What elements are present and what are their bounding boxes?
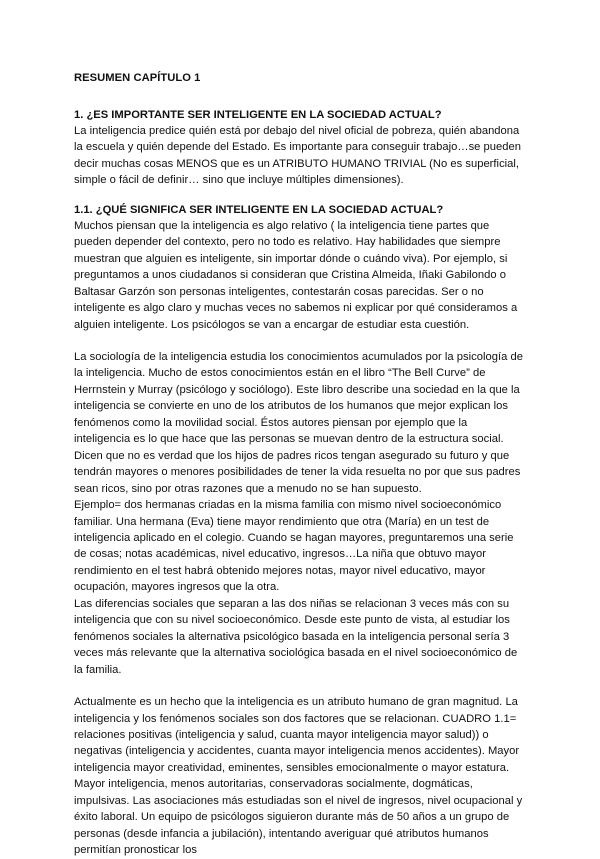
section-1-paragraph: La inteligencia predice quién está por debajo del nivel oficial de pobreza, quién abandona la escuela y quién depende del Estado. Es importante para conseguir trabajo…se pueden decir muchas cosas MENOS que es un ATRIBUTO HUMANO TRIVIAL (No es superficial, simple o fácil de definir… sino que incluye múltiples dimensiones). xyxy=(74,125,522,187)
social-differences-paragraph: Las diferencias sociales que separan a las dos niñas se relacionan 3 veces más con su inteligencia que con su nivel socioeconómico. Desde este punto de vista, al estudiar los fenómenos sociales la alternativa psicológico basada en la inteligencia personal sería 3 veces más relevante que la alternativa sociológica basada en el nivel socioeconómico de la familia. xyxy=(74,597,518,676)
section-1-1-heading: 1.1. ¿QUÉ SIGNIFICA SER INTELIGENTE EN LA SOCIEDAD ACTUAL? xyxy=(74,203,444,216)
intelligence-magnitude-paragraph: Actualmente es un hecho que la inteligencia es un atributo humano de gran magnitud. La inteligencia y los fenómenos sociales son dos factores que se relacionan. CUADRO 1.1= relaciones positivas (inteligencia y salud, cuanta mayor inteligencia mayor salud)) o negativas (inteligencia y accidentes, cuanta mayor inteligencia menos accidentes). Mayor inteligencia mayor creatividad, eminentes, sensibles emocionalmente o mayor estatura. Mayor inteligencia, menos autoritarias, conservadoras socialmente, dogmáticas, impulsivas. Las asociaciones más estudiadas son el nivel de ingresos, nivel ocupacional y éxito laboral. Un equipo de psicólogos siguieron durante más de 50 años a un grupo de personas (desde infancia a jubilación), intentando averiguar qué atributos humanos permitían pronosticar los xyxy=(74,696,523,857)
example-paragraph: Ejemplo= dos hermanas criadas en la misma familia con mismo nivel socioeconómico familiar. Una hermana (Eva) tiene mayor rendimiento que otra (María) en un test de inteligencia aplicado en el colegio. Cuando se hagan mayores, preguntaremos una serie de cosas; notas académicas, nivel educativo, ingresos…La niña que obtuvo mayor rendimiento en el test habrá obtenido mejores notas, mayor nivel educativo, mayor ocupación, mayores ingresos que la otra. xyxy=(74,499,514,594)
section-1-1-paragraph-1: Muchos piensan que la inteligencia es algo relativo ( la inteligencia tiene partes que pueden depender del contexto, pero no todo es relativo. Hay habilidades que siempre muestran que alguien es inteligente, sin importar dónde o cuándo viva). Por ejemplo, si preguntamos a unos ciudadanos si consideran que Cristina Almeida, Iñaki Gabilondo o Baltasar Garzón son personas inteligentes, contestarán cosas parecidas. Ser o no inteligente es algo claro y muchas veces no sabemos ni explicar por qué consideramos a alguien inteligente. Los psicólogos se van a encargar de estudiar esta cuestión. xyxy=(74,219,518,331)
document-title: RESUMEN CAPÍTULO 1 xyxy=(74,72,201,84)
section-1-1-paragraph-2: La sociología de la inteligencia estudia los conocimientos acumulados por la psicología de la inteligencia. Mucho de estos conocimientos están en el libro “The Bell Curve” de Herrnstein y Murray (psicólogo y sociólogo). Este libro describe una sociedad en la que la inteligencia se convierte en uno de los atributos de los humanos que mejor explican los fenómenos como la movilidad social. Éstos autores piensan por ejemplo que la inteligencia es lo que hace que las personas se muevan dentro de la estructura social. Dicen que no es verdad que los hijos de padres ricos tengan asegurado su futuro y que tendrán mayores o menores posibilidades de tener la vida resuelta no por que sus padres sean ricos, sino por otras razones que a menudo no se han supuesto. xyxy=(74,350,523,495)
section-1-heading: 1. ¿ES IMPORTANTE SER INTELIGENTE EN LA SOCIEDAD ACTUAL? xyxy=(74,109,442,121)
